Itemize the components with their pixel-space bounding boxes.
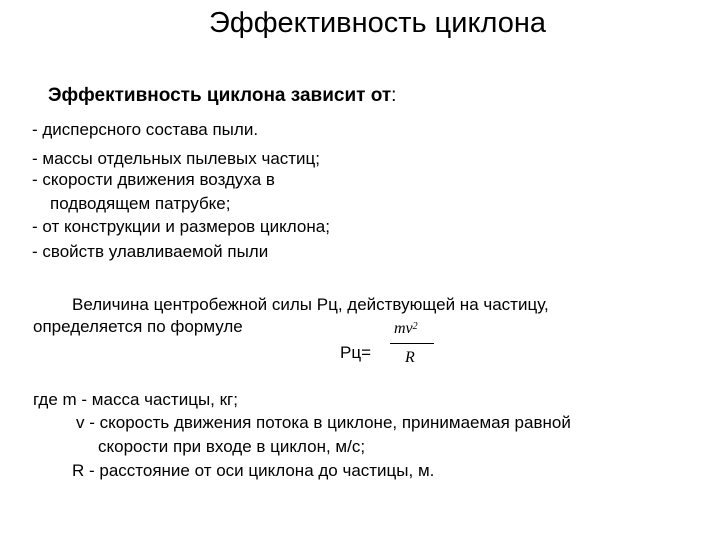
formula-exponent: 2 bbox=[412, 321, 418, 332]
paragraph-line-2: определяется по формуле bbox=[33, 317, 243, 336]
legend-radius: R - расстояние от оси циклона до частицы, м. bbox=[72, 461, 435, 480]
factor-item-air-speed-continued: подводящем патрубке; bbox=[50, 194, 231, 213]
subtitle-colon: : bbox=[391, 85, 397, 106]
subtitle-bold-text: Эффективность циклона зависит от bbox=[48, 85, 392, 106]
factor-item-dispersity: - дисперсного состава пыли. bbox=[32, 120, 259, 139]
factor-item-construction: - от конструкции и размеров циклона; bbox=[32, 217, 330, 236]
factor-item-air-speed: - скорости движения воздуха в bbox=[32, 170, 275, 189]
page-title: Эффективность циклона bbox=[208, 7, 547, 39]
formula-numerator bbox=[394, 320, 418, 338]
formula-denominator: R bbox=[405, 349, 415, 366]
formula-label: Рц= bbox=[340, 343, 372, 362]
formula-numerator-text: mv bbox=[394, 320, 413, 337]
subtitle bbox=[48, 84, 396, 108]
legend-velocity: v - скорость движения потока в циклоне, принимаемая равной bbox=[76, 413, 571, 432]
factor-item-particle-mass: - массы отдельных пылевых частиц; bbox=[32, 149, 321, 168]
legend-mass: где m - масса частицы, кг; bbox=[33, 390, 238, 409]
formula-fraction-bar bbox=[390, 343, 434, 344]
paragraph-line-1: Величина центробежной силы Рц, действующей на частицу, bbox=[72, 295, 549, 314]
factor-item-dust-properties: - свойств улавливаемой пыли bbox=[32, 242, 269, 261]
legend-velocity-continued: скорости при входе в циклон, м/с; bbox=[98, 437, 366, 456]
